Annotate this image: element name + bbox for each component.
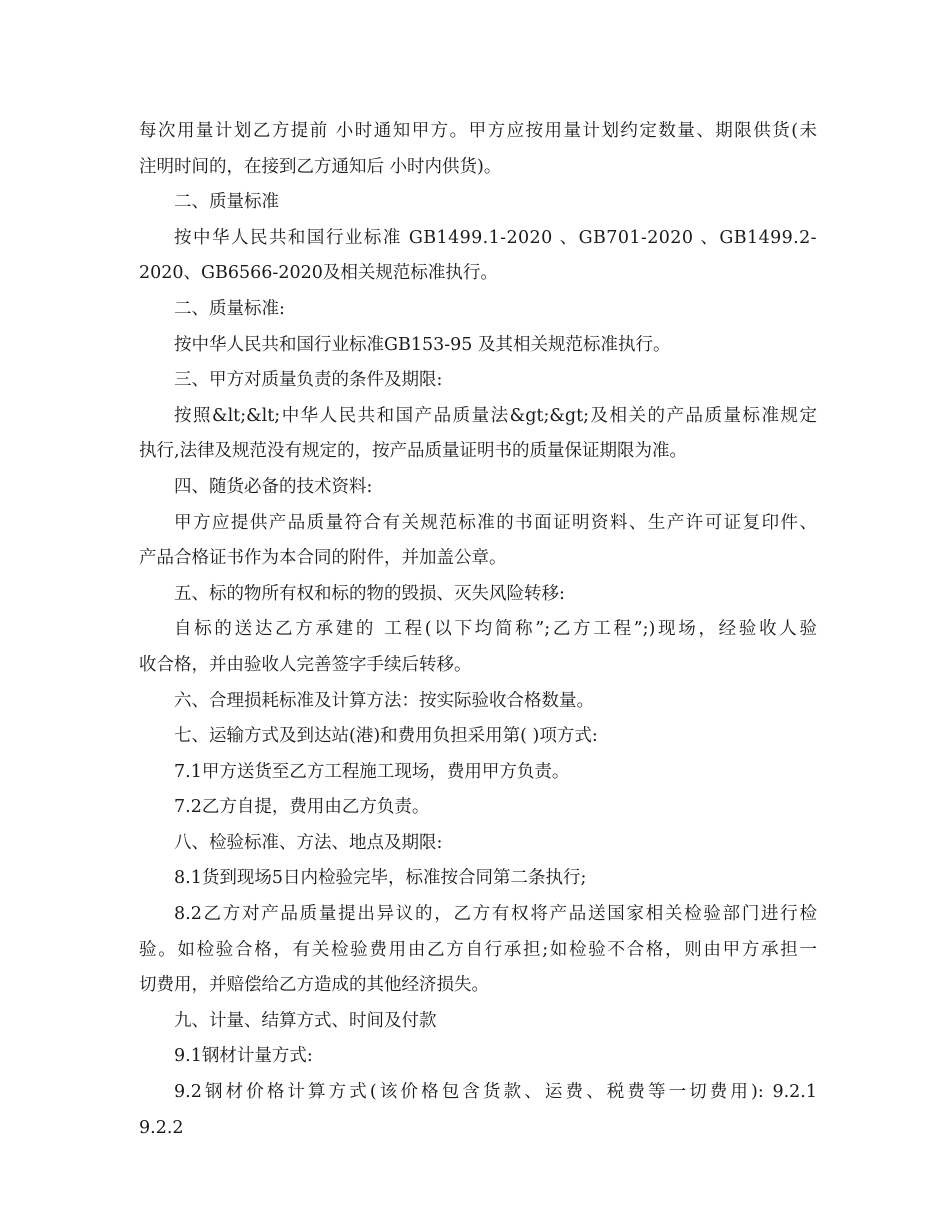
- text-line-27: 9.1钢材计量方式:: [174, 1046, 313, 1067]
- text-line-5: 2020、GB6566-2020及相关规范标准执行。: [139, 263, 498, 284]
- section-heading-transport: 七、运输方式及到达站(港)和费用负担采用第( )项方式:: [174, 726, 598, 747]
- text-line-2: 注明时间的，在接到乙方通知后 小时内供货)。: [139, 156, 502, 177]
- text-line-16: 收合格，并由验收人完善签字手续后转移。: [139, 654, 472, 675]
- section-heading-quality-2: 二、质量标准:: [174, 298, 285, 319]
- text-line-23: 8.2乙方对产品质量提出异议的，乙方有权将产品送国家相关检验部门进行检: [174, 904, 817, 925]
- section-heading-ownership: 五、标的物所有权和标的物的毁损、灭失风险转移:: [174, 583, 565, 604]
- text-line-9: 按照&lt;&lt;中华人民共和国产品质量法&gt;&gt;及相关的产品质量标准规定: [174, 405, 817, 426]
- section-heading-documents: 四、随货必备的技术资料:: [174, 476, 373, 497]
- text-line-24: 验。如检验合格，有关检验费用由乙方自行承担;如检验不合格，则由甲方承担一: [139, 939, 817, 960]
- text-line-25: 切费用，并赔偿给乙方造成的其他经济损失。: [139, 975, 489, 996]
- text-line-20: 7.2乙方自提，费用由乙方负责。: [174, 797, 430, 818]
- text-line-1: 每次用量计划乙方提前 小时通知甲方。甲方应按用量计划约定数量、期限供货(未: [139, 121, 817, 141]
- text-line-13: 产品合格证书作为本合同的附件，并加盖公章。: [139, 548, 507, 569]
- section-heading-liability: 三、甲方对质量负责的条件及期限:: [174, 370, 443, 391]
- text-line-19: 7.1甲方送货至乙方工程施工现场，费用甲方负责。: [174, 761, 570, 782]
- text-line-10: 执行,法律及规范没有规定的，按产品质量证明书的质量保证期限为准。: [139, 441, 688, 462]
- text-line-29: 9.2.2: [139, 1117, 184, 1138]
- text-line-28: 9.2钢材价格计算方式(该价格包含货款、运费、税费等一切费用): 9.2.1: [174, 1082, 817, 1103]
- text-line-7: 按中华人民共和国行业标准GB153-95 及其相关规范标准执行。: [174, 334, 671, 355]
- section-heading-quality: 二、质量标准: [174, 192, 279, 213]
- text-line-22: 8.1货到现场5日内检验完毕，标准按合同第二条执行;: [174, 868, 587, 889]
- text-line-15: 自标的送达乙方承建的 工程(以下均简称”;乙方工程”;)现场，经验收人验: [174, 619, 817, 640]
- section-heading-settlement: 九、计量、结算方式、时间及付款: [174, 1010, 437, 1031]
- text-line-4: 按中华人民共和国行业标准 GB1499.1-2020 、GB701-2020 、GB1499.2-: [174, 227, 817, 248]
- section-heading-loss: 六、合理损耗标准及计算方法：按实际验收合格数量。: [174, 690, 594, 711]
- section-heading-inspection: 八、检验标准、方法、地点及期限:: [174, 832, 443, 853]
- text-line-12: 甲方应提供产品质量符合有关规范标准的书面证明资料、生产许可证复印件、: [174, 512, 817, 533]
